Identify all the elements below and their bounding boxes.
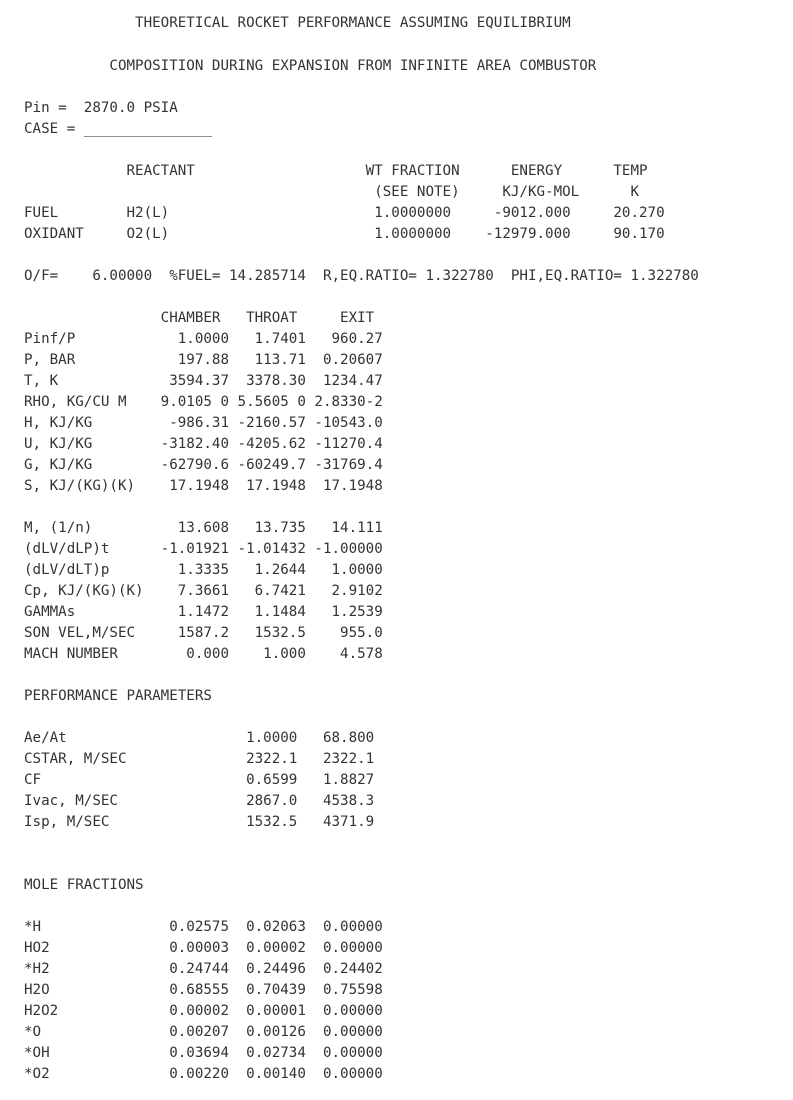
mole-fraction-row: *O2 0.00220 0.00140 0.00000: [24, 1066, 383, 1082]
property-row: T, K 3594.37 3378.30 1234.47: [24, 373, 383, 389]
chamber-pressure: Pin = 2870.0 PSIA: [24, 100, 178, 116]
derived-row: M, (1/n) 13.608 13.735 14.111: [24, 520, 383, 536]
performance-row: CF 0.6599 1.8827: [24, 772, 375, 788]
mole-fraction-row: *H2 0.24744 0.24496 0.24402: [24, 961, 383, 977]
properties-header: CHAMBER THROAT EXIT: [24, 310, 375, 326]
mole-fractions-heading: MOLE FRACTIONS: [24, 877, 144, 893]
performance-row: Isp, M/SEC 1532.5 4371.9: [24, 814, 375, 830]
fuel-row: FUEL H2(L) 1.0000000 -9012.000 20.270: [24, 205, 665, 221]
property-row: S, KJ/(KG)(K) 17.1948 17.1948 17.1948: [24, 478, 383, 494]
mole-fraction-row: H2O2 0.00002 0.00001 0.00000: [24, 1003, 383, 1019]
oxidant-row: OXIDANT O2(L) 1.0000000 -12979.000 90.170: [24, 226, 665, 242]
derived-row: Cp, KJ/(KG)(K) 7.3661 6.7421 2.9102: [24, 583, 383, 599]
property-row: H, KJ/KG -986.31 -2160.57 -10543.0: [24, 415, 383, 431]
derived-row: MACH NUMBER 0.000 1.000 4.578: [24, 646, 383, 662]
mole-fraction-row: *OH 0.03694 0.02734 0.00000: [24, 1045, 383, 1061]
mole-fraction-row: H2O 0.68555 0.70439 0.75598: [24, 982, 383, 998]
performance-row: Ivac, M/SEC 2867.0 4538.3: [24, 793, 375, 809]
performance-heading: PERFORMANCE PARAMETERS: [24, 688, 212, 704]
derived-row: (dLV/dLT)p 1.3335 1.2644 1.0000: [24, 562, 383, 578]
derived-row: SON VEL,M/SEC 1587.2 1532.5 955.0: [24, 625, 383, 641]
reactant-units: (SEE NOTE) KJ/KG-MOL K: [24, 184, 639, 200]
property-row: P, BAR 197.88 113.71 0.20607: [24, 352, 383, 368]
derived-row: GAMMAs 1.1472 1.1484 1.2539: [24, 604, 383, 620]
property-row: Pinf/P 1.0000 1.7401 960.27: [24, 331, 383, 347]
mole-fraction-row: *H 0.02575 0.02063 0.00000: [24, 919, 383, 935]
mole-fraction-row: HO2 0.00003 0.00002 0.00000: [24, 940, 383, 956]
case-line: CASE = _______________: [24, 121, 212, 137]
property-row: U, KJ/KG -3182.40 -4205.62 -11270.4: [24, 436, 383, 452]
reactant-header: REACTANT WT FRACTION ENERGY TEMP: [24, 163, 648, 179]
report-subtitle: COMPOSITION DURING EXPANSION FROM INFINITE AREA COMBUSTOR: [24, 58, 597, 74]
report-title: THEORETICAL ROCKET PERFORMANCE ASSUMING EQUILIBRIUM: [24, 15, 571, 31]
property-row: G, KJ/KG -62790.6 -60249.7 -31769.4: [24, 457, 383, 473]
derived-row: (dLV/dLP)t -1.01921 -1.01432 -1.00000: [24, 541, 383, 557]
ratio-line: O/F= 6.00000 %FUEL= 14.285714 R,EQ.RATIO= 1.322780 PHI,EQ.RATIO= 1.322780: [24, 268, 699, 284]
mole-fraction-row: *O 0.00207 0.00126 0.00000: [24, 1024, 383, 1040]
performance-row: CSTAR, M/SEC 2322.1 2322.1: [24, 751, 375, 767]
performance-row: Ae/At 1.0000 68.800: [24, 730, 375, 746]
property-row: RHO, KG/CU M 9.0105 0 5.5605 0 2.8330-2: [24, 394, 383, 410]
